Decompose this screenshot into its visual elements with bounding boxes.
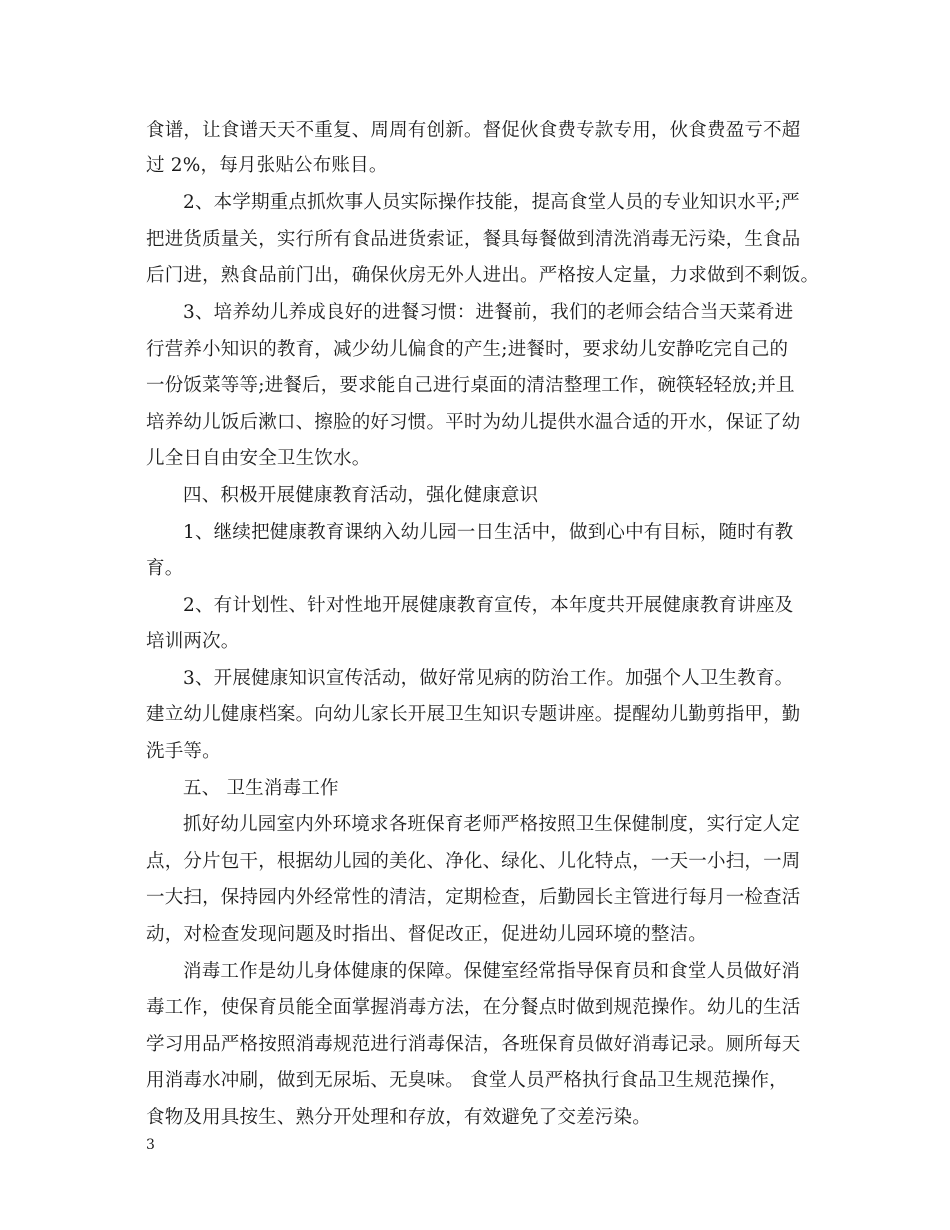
- text-line: 3、培养幼儿养成良好的进餐习惯：进餐前，我们的老师会结合当天菜肴进: [183, 302, 794, 323]
- page-number: 3: [146, 1137, 155, 1153]
- text-line: 一份饭菜等等;进餐后，要求能自己进行桌面的清洁整理工作，碗筷轻轻放;并且: [146, 375, 795, 396]
- section-heading: 五、 卫生消毒工作: [183, 778, 339, 799]
- text-line: 过 2%，每月张贴公布账目。: [146, 155, 388, 176]
- text-line: 儿全日自由安全卫生饮水。: [146, 448, 371, 469]
- section-heading: 四、积极开展健康教育活动，强化健康意识: [183, 485, 539, 506]
- text-line: 培养幼儿饭后漱口、擦脸的好习惯。平时为幼儿提供水温合适的开水，保证了幼: [146, 412, 801, 433]
- text-line: 食物及用具按生、熟分开处理和存放，有效避免了交差污染。: [146, 1107, 651, 1128]
- text-line: 食谱，让食谱天天不重复、周周有创新。督促伙食费专款专用，伙食费盈亏不超: [146, 120, 801, 141]
- text-line: 后门进，熟食品前门出，确保伙房无外人进出。严格按人定量，力求做到不剩饭。: [146, 265, 820, 286]
- text-line: 把进货质量关，实行所有食品进货索证，餐具每餐做到清洗消毒无污染，生食品: [146, 229, 801, 250]
- text-line: 2、本学期重点抓炊事人员实际操作技能，提高食堂人员的专业知识水平;严: [183, 192, 800, 213]
- text-line: 建立幼儿健康档案。向幼儿家长开展卫生知识专题讲座。提醒幼儿勤剪指甲，勤: [146, 704, 801, 725]
- text-line: 抓好幼儿园室内外环境求各班保育老师严格按照卫生保健制度，实行定人定: [183, 814, 801, 835]
- text-line: 1、继续把健康教育课纳入幼儿园一日生活中，做到心中有目标，随时有教: [183, 522, 794, 543]
- text-line: 行营养小知识的教育，减少幼儿偏食的产生;进餐时，要求幼儿安静吃完自己的: [146, 339, 789, 360]
- text-line: 一大扫，保持园内外经常性的清洁，定期检查，后勤园长主管进行每月一检查活: [146, 887, 801, 908]
- text-line: 毒工作，使保育员能全面掌握消毒方法，在分餐点时做到规范操作。幼儿的生活: [146, 997, 801, 1018]
- text-line: 动，对检查发现问题及时指出、督促改正，促进幼儿园环境的整洁。: [146, 924, 708, 945]
- text-line: 2、有计划性、针对性地开展健康教育宣传，本年度共开展健康教育讲座及: [183, 595, 794, 616]
- text-line: 洗手等。: [146, 741, 221, 762]
- text-line: 学习用品严格按照消毒规范进行消毒保洁，各班保育员做好消毒记录。厕所每天: [146, 1034, 801, 1055]
- text-line: 培训两次。: [146, 631, 240, 652]
- text-line: 点，分片包干，根据幼儿园的美化、净化、绿化、儿化特点，一天一小扫，一周: [146, 851, 801, 872]
- text-line: 消毒工作是幼儿身体健康的保障。保健室经常指导保育员和食堂人员做好消: [183, 961, 801, 982]
- text-line: 用消毒水冲刷，做到无尿垢、无臭味。 食堂人员严格执行食品卫生规范操作，: [146, 1070, 788, 1091]
- text-line: 3、开展健康知识宣传活动，做好常见病的防治工作。加强个人卫生教育。: [183, 668, 794, 689]
- text-line: 育。: [146, 558, 184, 579]
